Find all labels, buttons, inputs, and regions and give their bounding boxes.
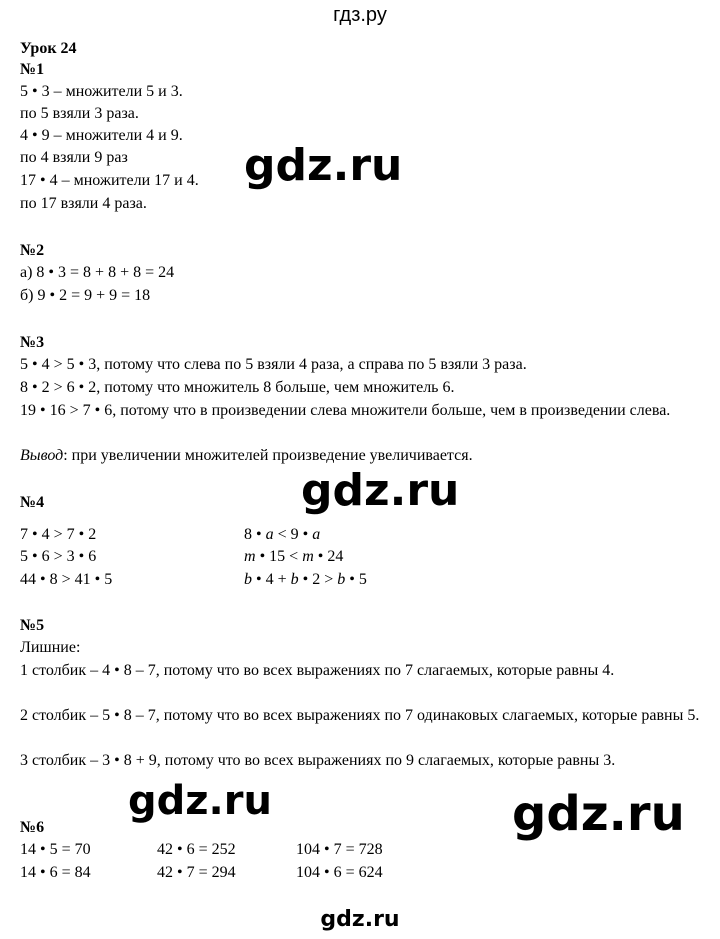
task-1-line: 4 • 9 – множители 4 и 9.	[20, 127, 183, 144]
task-1-line: 5 • 3 – множители 5 и 3.	[20, 83, 183, 100]
conclusion-text: : при увеличении множителей произведение увеличивается.	[63, 447, 473, 464]
variable: a	[312, 526, 321, 543]
task-5-paragraph: 1 столбик – 4 • 8 – 7, потому что во всех выражениях по 7 слагаемых, которые равны 4.	[20, 662, 615, 679]
variable: b	[337, 571, 346, 588]
lesson-title: Урок 24	[20, 40, 77, 57]
watermark: gdz.ru	[301, 465, 460, 516]
expr-part: 8 •	[244, 526, 266, 543]
task-4-left-item: 5 • 6 > 3 • 6	[20, 548, 97, 565]
task-5-paragraph: 2 столбик – 5 • 8 – 7, потому что во всех выражениях по 7 одинаковых слагаемых, которые равны 5.	[20, 707, 700, 724]
task-6-item: 42 • 6 = 252	[157, 841, 236, 858]
task-2-line: а) 8 • 3 = 8 + 8 + 8 = 24	[20, 264, 175, 281]
variable: b	[290, 571, 299, 588]
task-1-line: по 5 взяли 3 раза.	[20, 105, 139, 122]
expr-part: • 2 >	[298, 571, 338, 588]
task-1-line: по 17 взяли 4 раза.	[20, 195, 147, 212]
task-4-number: №4	[20, 494, 45, 511]
watermark: gdz.ru	[128, 778, 272, 824]
expr-part: < 9 •	[273, 526, 313, 543]
task-6-number: №6	[20, 819, 45, 836]
task-5-intro: Лишние:	[20, 639, 81, 656]
task-1-line: 17 • 4 – множители 17 и 4.	[20, 172, 199, 189]
task-1-line: по 4 взяли 9 раз	[20, 149, 128, 166]
task-4-left-item: 7 • 4 > 7 • 2	[20, 526, 97, 543]
conclusion-label: Вывод	[20, 447, 64, 464]
expr-part: • 4 +	[252, 571, 291, 588]
expr-part: • 5	[345, 571, 367, 588]
task-6-item: 14 • 5 = 70	[20, 841, 91, 858]
task-4-right-item	[244, 569, 367, 590]
task-4-right-item	[244, 524, 320, 545]
task-6-item: 104 • 6 = 624	[296, 864, 383, 881]
task-5-number: №5	[20, 617, 45, 634]
variable: b	[244, 571, 252, 588]
task-5-paragraph: 3 столбик – 3 • 8 + 9, потому что во всех выражениях по 9 слагаемых, которые равны 3.	[20, 752, 616, 769]
task-2-line: б) 9 • 2 = 9 + 9 = 18	[20, 287, 151, 304]
site-header: гдз.ру	[333, 4, 387, 26]
task-2-number: №2	[20, 242, 45, 259]
expr-part: • 15 <	[255, 548, 303, 565]
variable: m	[244, 548, 256, 565]
expr-part: • 24	[313, 548, 344, 565]
watermark: gdz.ru	[512, 786, 685, 842]
task-4-left-item: 44 • 8 > 41 • 5	[20, 571, 113, 588]
task-6-item: 42 • 7 = 294	[157, 864, 236, 881]
task-6-item: 104 • 7 = 728	[296, 841, 383, 858]
task-3-line: 8 • 2 > 6 • 2, потому что множитель 8 больше, чем множитель 6.	[20, 379, 455, 396]
task-3-paragraph: 19 • 16 > 7 • 6, потому что в произведении слева множители больше, чем в произведении слева.	[20, 402, 671, 419]
task-3-line: 5 • 4 > 5 • 3, потому что слева по 5 взяли 4 раза, а справа по 5 взяли 3 раза.	[20, 356, 527, 373]
footer-watermark: gdz.ru	[320, 907, 400, 932]
task-4-right-item	[244, 546, 343, 567]
watermark: gdz.ru	[244, 140, 403, 191]
task-3-number: №3	[20, 334, 45, 351]
variable: a	[265, 526, 274, 543]
task-1-number: №1	[20, 61, 45, 78]
task-3-conclusion	[20, 445, 473, 466]
task-6-item: 14 • 6 = 84	[20, 864, 91, 881]
variable: m	[302, 548, 314, 565]
